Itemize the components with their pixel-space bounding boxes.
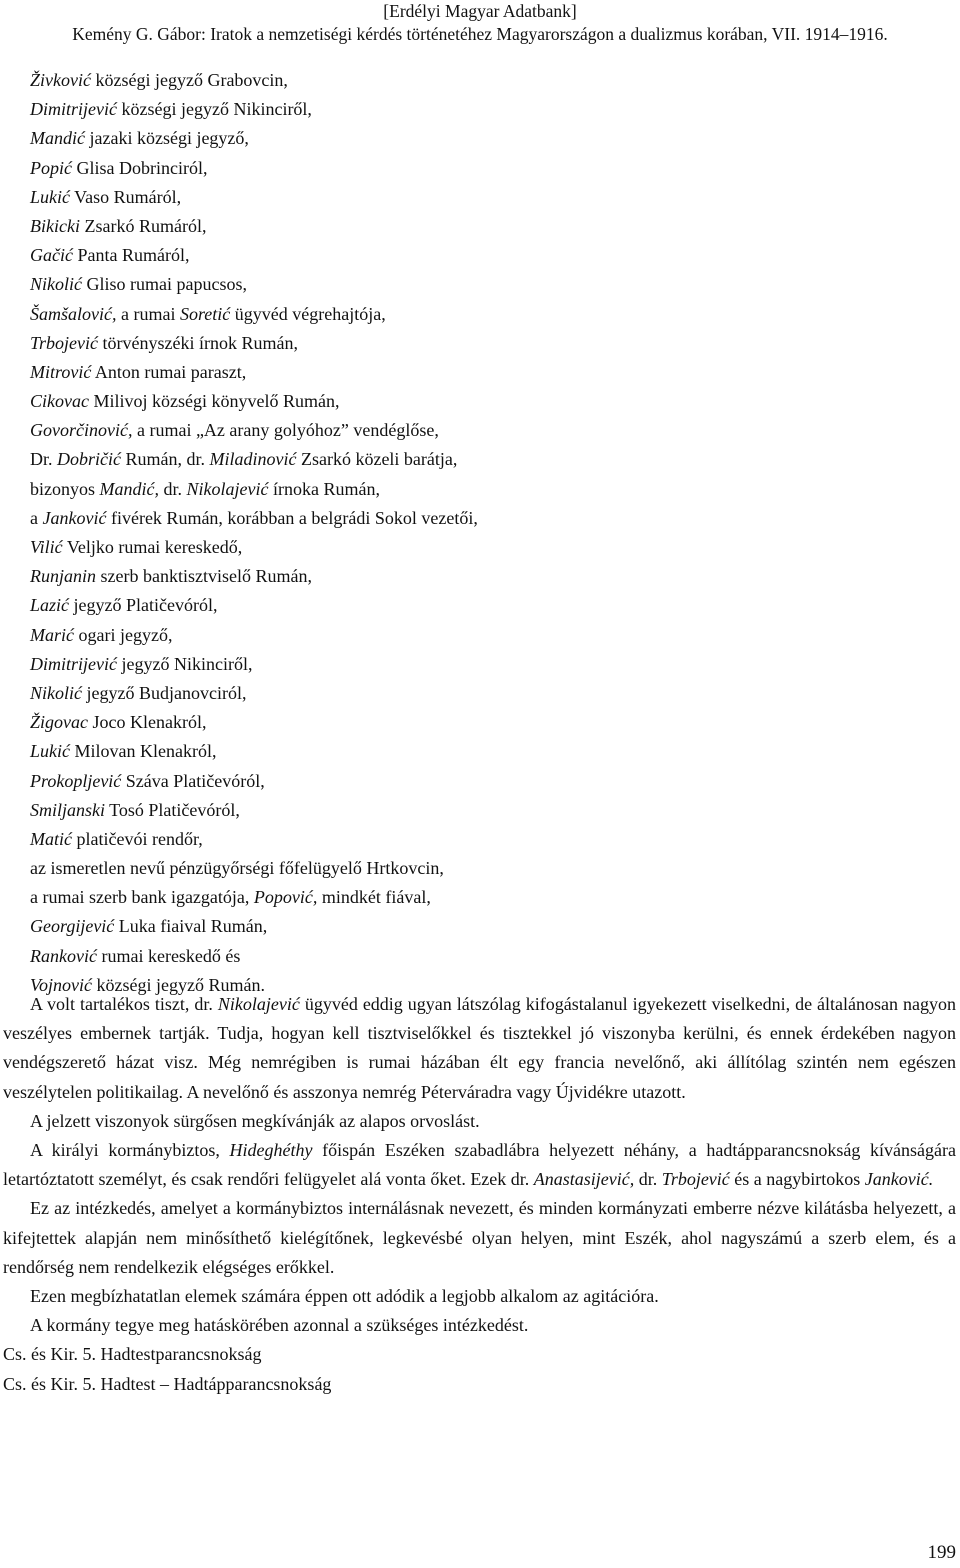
text-run: platičevói rendőr, bbox=[72, 828, 203, 849]
list-item bbox=[30, 796, 940, 825]
text-run: Anton rumai paraszt, bbox=[91, 361, 247, 382]
italic-name: Georgijević bbox=[30, 916, 115, 937]
italic-name: Miladinović bbox=[209, 449, 297, 470]
italic-name: Smiljanski bbox=[30, 799, 105, 820]
italic-name: Soretić bbox=[179, 303, 231, 324]
text-run: főispán Eszéken szabadlábra helyezett néhány, a hadtápparancsnokság kívánságára letartóztatott személyt, és csak rendőri felügyelet alá vonta őket. Ezek dr. bbox=[3, 1140, 956, 1190]
paragraph bbox=[3, 990, 956, 1107]
italic-name: Janković bbox=[42, 507, 107, 528]
text-run: bizonyos bbox=[30, 478, 100, 499]
italic-name: Dimitrijević bbox=[30, 99, 117, 120]
text-run: Luka fiaival Rumán, bbox=[114, 916, 268, 937]
name-list bbox=[30, 66, 940, 1000]
text-run: rumai kereskedő és bbox=[96, 945, 241, 966]
text-run: Zsarkó Rumáról, bbox=[79, 215, 207, 236]
text-run: Joco Klenakról, bbox=[88, 712, 207, 733]
text-run: községi jegyző Grabovcin, bbox=[90, 70, 288, 90]
source-label: [Erdélyi Magyar Adatbank] bbox=[383, 1, 577, 21]
list-item bbox=[30, 329, 940, 358]
list-item bbox=[30, 883, 940, 912]
text-run: Milovan Klenakról, bbox=[70, 741, 217, 762]
body-text bbox=[3, 990, 956, 1399]
italic-name: Marić bbox=[30, 624, 74, 645]
italic-name: Popović, bbox=[253, 887, 318, 908]
list-item bbox=[30, 416, 940, 445]
text-run: törvényszéki írnok Rumán, bbox=[98, 332, 298, 353]
document-title: Kemény G. Gábor: Iratok a nemzetiségi kérdés történetéhez Magyarországon a dualizmus korában, VII. 1914–1916. bbox=[72, 24, 888, 44]
italic-name: Anastasijević, bbox=[533, 1169, 635, 1190]
text-run: ogari jegyző, bbox=[74, 624, 173, 645]
list-item bbox=[30, 241, 940, 270]
italic-name: Gačić bbox=[30, 245, 73, 266]
text-run: a rumai szerb bank igazgatója, bbox=[30, 887, 254, 908]
text-run: A volt tartalékos tiszt, dr. bbox=[30, 994, 218, 1014]
paragraph bbox=[3, 1136, 956, 1194]
italic-name: Mitrović bbox=[30, 361, 92, 382]
list-item bbox=[30, 504, 940, 533]
text-run: A kormány tegye meg hatáskörében azonnal a szükséges intézkedést. bbox=[30, 1315, 529, 1336]
italic-name: Hideghéthy bbox=[229, 1140, 313, 1161]
italic-name: Živković bbox=[30, 70, 91, 90]
text-run: jegyző Budjanovciról, bbox=[82, 682, 247, 703]
text-run: Gliso rumai papucsos, bbox=[82, 274, 247, 295]
list-item bbox=[30, 445, 940, 474]
text-run: fivérek Rumán, korábban a belgrádi Sokol vezetői, bbox=[106, 507, 478, 528]
list-item bbox=[30, 124, 940, 153]
italic-name: Nikolić bbox=[30, 682, 82, 703]
text-run: A királyi kormánybiztos, bbox=[30, 1140, 230, 1161]
text-run: községi jegyző Nikinciről, bbox=[116, 99, 312, 120]
list-item bbox=[30, 270, 940, 299]
paragraph bbox=[3, 1107, 956, 1136]
list-item bbox=[30, 562, 940, 591]
italic-name: Vojnović bbox=[30, 974, 92, 995]
list-item bbox=[30, 387, 940, 416]
paragraph bbox=[3, 1370, 956, 1399]
italic-name: Lukić bbox=[30, 741, 70, 762]
list-item bbox=[30, 212, 940, 241]
list-item bbox=[30, 767, 940, 796]
text-run: Cs. és Kir. 5. Hadtest – Hadtápparancsnokság bbox=[3, 1373, 332, 1394]
italic-name: Lukić bbox=[30, 186, 70, 207]
text-run: községi jegyző Rumán. bbox=[91, 974, 265, 995]
text-run: ügyvéd eddig ugyan látszólag kifogástalanul igyekezett viselkedni, de általánosan nagyon veszélyes embernek tartják. Tudja, hogyan kell tisztviselőkkel és tisztekkel jó viszonyba kerülni, és ennek érdekében nagyon vendégszerető házat visz. Még nemrégiben is rumai házában élt egy francia nevelőnő, aki állítólag szintén nem egészen veszélytelen politikailag. A nevelőnő és asszonya nemrég Péterváradra vagy Újvidékre utazott. bbox=[3, 994, 956, 1102]
italic-name: Žigovac bbox=[30, 712, 88, 733]
list-item bbox=[30, 95, 940, 124]
text-run: jegyző Platičevóról, bbox=[69, 595, 218, 616]
italic-name: Prokopljević bbox=[30, 770, 122, 791]
list-item bbox=[30, 358, 940, 387]
text-run: jegyző Nikinciről, bbox=[116, 653, 253, 674]
italic-name: Mandić bbox=[30, 128, 85, 149]
italic-name: Dobričić bbox=[57, 449, 121, 470]
text-run: dr. bbox=[634, 1169, 662, 1190]
paragraph bbox=[3, 1282, 956, 1311]
text-run: Zsarkó közeli barátja, bbox=[296, 449, 458, 470]
italic-name: Trbojević bbox=[30, 332, 98, 353]
text-run: az ismeretlen nevű pénzügyőrségi főfelügyelő Hrtkovcin, bbox=[30, 858, 444, 879]
list-item bbox=[30, 591, 940, 620]
text-run: Veljko rumai kereskedő, bbox=[62, 537, 243, 557]
text-run: a rumai bbox=[116, 303, 180, 324]
text-run: Száva Platičevóról, bbox=[121, 770, 265, 791]
text-run: A jelzett viszonyok sürgősen megkívánják az alapos orvoslást. bbox=[30, 1110, 480, 1131]
text-run: Tosó Platičevóról, bbox=[105, 799, 240, 820]
list-item bbox=[30, 942, 940, 971]
italic-name: Mandić, bbox=[99, 478, 159, 499]
text-run: és a nagybirtokos bbox=[729, 1169, 865, 1190]
list-item bbox=[30, 300, 940, 329]
list-item bbox=[30, 854, 940, 883]
text-run: a rumai „Az arany golyóhoz” vendéglőse, bbox=[132, 420, 439, 441]
text-run: Ezen megbízhatatlan elemek számára éppen ott adódik a legjobb alkalom az agitációra. bbox=[30, 1286, 659, 1307]
text-run: írnoka Rumán, bbox=[268, 478, 380, 499]
list-item bbox=[30, 475, 940, 504]
list-item bbox=[30, 679, 940, 708]
text-run: Cs. és Kir. 5. Hadtestparancsnokság bbox=[3, 1344, 262, 1365]
text-run: Rumán, dr. bbox=[120, 449, 210, 470]
text-run: Dr. bbox=[30, 449, 57, 470]
list-item bbox=[30, 533, 940, 562]
text-run: Panta Rumáról, bbox=[72, 245, 190, 266]
text-run: Ez az intézkedés, amelyet a kormánybiztos internálásnak nevezett, és minden kormányzati emberre nézve kilátásba helyezett, a kifejtettek alapján nem minősíthető kielégítőnek, legkevésbé olyan helyen, mint Eszék, ahol nagyszámú a szerb elem, és a rendőrség nem rendelkezik elégséges erőkkel. bbox=[3, 1198, 956, 1277]
paragraph bbox=[3, 1340, 956, 1369]
text-run: szerb banktisztviselő Rumán, bbox=[96, 566, 312, 587]
text-run: ügyvéd végrehajtója, bbox=[230, 303, 386, 324]
text-run: dr. bbox=[158, 478, 187, 499]
italic-name: Nikolajević bbox=[186, 478, 269, 499]
paragraph bbox=[3, 1194, 956, 1282]
list-item bbox=[30, 737, 940, 766]
italic-name: Runjanin bbox=[30, 566, 96, 587]
text-run: Milivoj községi könyvelő Rumán, bbox=[88, 391, 340, 412]
list-item bbox=[30, 912, 940, 941]
italic-name: Dimitrijević bbox=[30, 653, 117, 674]
list-item bbox=[30, 825, 940, 854]
italic-name: Šamšalović, bbox=[30, 303, 117, 324]
text-run: jazaki községi jegyző, bbox=[84, 128, 249, 149]
text-run: Glisa Dobrinciról, bbox=[72, 157, 208, 178]
italic-name: Nikolajević bbox=[217, 994, 300, 1014]
italic-name: Trbojević bbox=[661, 1169, 730, 1190]
italic-name: Vilić bbox=[30, 537, 63, 557]
page-number: 199 bbox=[927, 1542, 956, 1563]
italic-name: Bikicki bbox=[30, 215, 80, 236]
italic-name: Lazić bbox=[30, 595, 70, 616]
italic-name: Nikolić bbox=[30, 274, 82, 295]
text-run: Vaso Rumáról, bbox=[70, 186, 182, 207]
paragraph bbox=[3, 1311, 956, 1340]
italic-name: Matić bbox=[30, 828, 72, 849]
list-item bbox=[30, 621, 940, 650]
list-item bbox=[30, 154, 940, 183]
italic-name: Ranković bbox=[30, 945, 97, 966]
italic-name: Janković. bbox=[864, 1169, 934, 1190]
text-run: a bbox=[30, 507, 43, 528]
text-run: mindkét fiával, bbox=[317, 887, 431, 908]
italic-name: Govorčinović, bbox=[30, 420, 133, 441]
list-item bbox=[30, 708, 940, 737]
italic-name: Popić bbox=[30, 157, 72, 178]
italic-name: Cikovac bbox=[30, 391, 89, 412]
page-header bbox=[0, 0, 960, 46]
list-item bbox=[30, 650, 940, 679]
list-item bbox=[30, 66, 940, 95]
list-item bbox=[30, 183, 940, 212]
